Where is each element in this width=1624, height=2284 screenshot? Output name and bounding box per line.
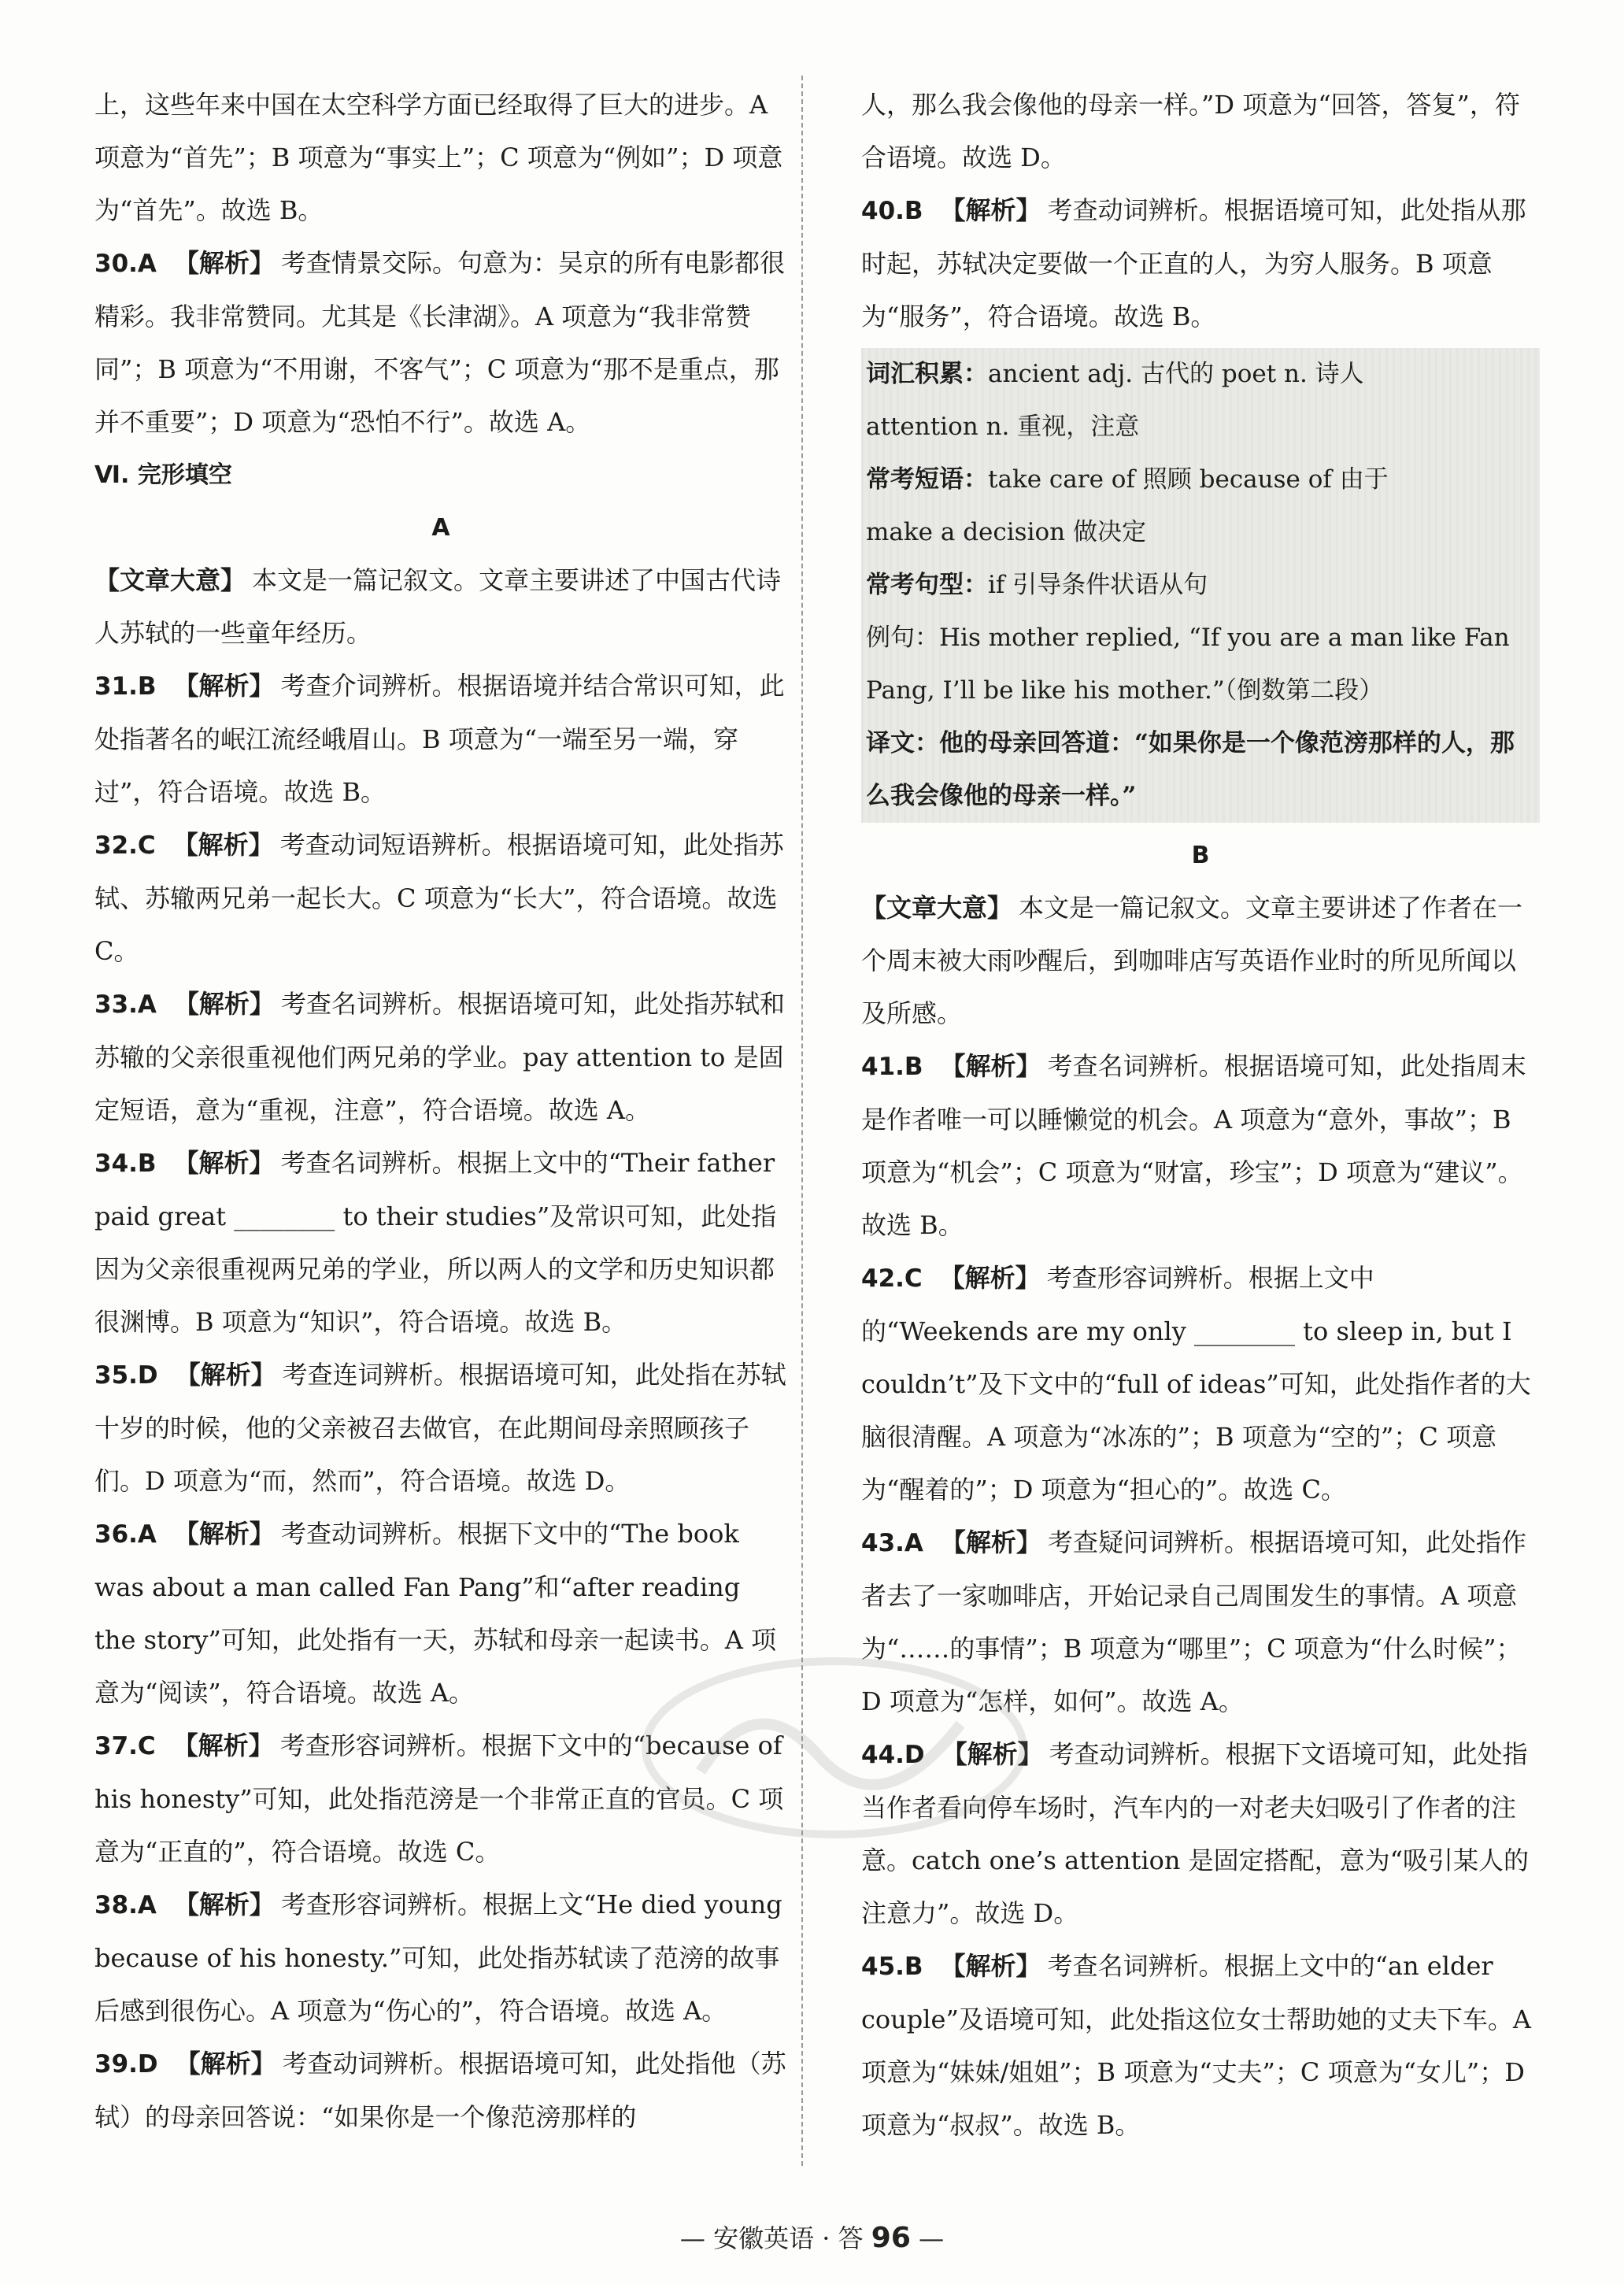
answer-33: 33.A 【解析】 考查名词辨析。根据语境可知，此处指苏轼和苏辙的父亲很重视他们两兄弟的学业。pay attention to 是固定短语，意为“重视，注意”，符合语境。故选 A。	[94, 989, 785, 1125]
answer-36: 36.A 【解析】 考查动词辨析。根据下文中的“The book was about a man called Fan Pang”和“after reading the story”可知，此处指有一天，苏轼和母亲一起读书。A 项意为“阅读”，符合语境。故选 A。	[94, 1519, 777, 1708]
answer-32: 32.C 【解析】 考查动词短语辨析。根据语境可知，此处指苏轼、苏辙两兄弟一起长大。C 项意为“长大”，符合语境。故选 C。	[94, 830, 784, 966]
answer-40: 40.B 【解析】 考查动词辨析。根据语境可知，此处指从那时起，苏轼决定要做一个正直的人，为穷人服务。B 项意为“服务”，符合语境。故选 B。	[861, 195, 1526, 331]
answer-38: 38.A 【解析】 考查形容词辨析。根据上文“He died young because of his honesty.”可知，此处指苏轼读了范滂的故事后感到很伤心。A 项意为“伤心的”，符合语境。故选 A。	[94, 1890, 782, 2026]
answer-42: 42.C 【解析】 考查形容词辨析。根据上文中的“Weekends are my only ________ to sleep in, but I couldn’t”及下文中的“full of ideas”可知，此处指作者的大脑很清醒。A 项意为“冰冻的”；B 项意为“空的”；C 项意为“醒着的”；D 项意为“担心的”。故选 C。	[861, 1263, 1531, 1505]
answer-39-continued: 人，那么我会像他的母亲一样。”D 项意为“回答，答复”，符合语境。故选 D。	[861, 90, 1520, 172]
intro-paragraph: 上，这些年来中国在太空科学方面已经取得了巨大的进步。A 项意为“首先”；B 项意为“事实上”；C 项意为“例如”；D 项意为“首先”。故选 B。	[94, 90, 783, 225]
phrase-line: 常考短语：take care of 照顾 because of 由于	[866, 465, 1389, 494]
example-sentence: 例句：His mother replied, “If you are a man like Fan Pang, I’ll be like his mother.”（倒数第二段）	[866, 624, 1510, 705]
sentence-pattern-line: 常考句型：if 引导条件状语从句	[866, 571, 1208, 599]
right-column	[861, 79, 1540, 2152]
summary-b: 【文章大意】 本文是一篇记叙文。文章主要讲述了作者在一个周末被大雨吵醒后，到咖啡店写英语作业时的所见所闻以及所感。	[861, 893, 1523, 1028]
left-column	[94, 79, 787, 2144]
answer-41: 41.B 【解析】 考查名词辨析。根据语境可知，此处指周末是作者唯一可以睡懒觉的机会。A 项意为“意外，事故”；B 项意为“机会”；C 项意为“财富，珍宝”；D 项意为“建议”。故选 B。	[861, 1051, 1526, 1240]
answer-31: 31.B 【解析】 考查介词辨析。根据语境并结合常识可知，此处指著名的岷江流经峨眉山。B 项意为“一端至另一端，穿过”，符合语境。故选 B。	[94, 671, 785, 807]
vocab-line: attention n. 重视，注意	[866, 413, 1140, 441]
part-b-heading: B	[1191, 842, 1210, 869]
summary-a: 【文章大意】 本文是一篇记叙文。文章主要讲述了中国古代诗人苏轼的一些童年经历。	[94, 565, 782, 648]
translation-line: 译文：他的母亲回答道：“如果你是一个像范滂那样的人，那么我会像他的母亲一样。”	[866, 729, 1515, 810]
answer-39: 39.D 【解析】 考查动词辨析。根据语境可知，此处指他（苏轼）的母亲回答说：“如果你是一个像范滂那样的	[94, 2049, 786, 2132]
answer-34: 34.B 【解析】 考查名词辨析。根据上文中的“Their father paid great ________ to their studies”及常识可知，此处指因为父亲很重视两兄弟的学业，所以两人的文学和历史知识都很渊博。B 项意为“知识”，符合语境。故选 B。	[94, 1148, 777, 1337]
vocabulary-box	[861, 348, 1540, 823]
answer-35: 35.D 【解析】 考查连词辨析。根据语境可知，此处指在苏轼十岁的时候，他的父亲被召去做官，在此期间母亲照顾孩子们。D 项意为“而，然而”，符合语境。故选 D。	[94, 1360, 786, 1496]
page-footer: — 安徽英语 · 答 96 —	[679, 2222, 945, 2254]
answer-43: 43.A 【解析】 考查疑问词辨析。根据语境可知，此处指作者去了一家咖啡店，开始记录自己周围发生的事情。A 项意为“……的事情”；B 项意为“哪里”；C 项意为“什么时候”；D 项意为“怎样，如何”。故选 A。	[861, 1527, 1526, 1716]
answer-45: 45.B 【解析】 考查名词辨析。根据上文中的“an elder couple”及语境可知，此处指这位女士帮助她的丈夫下车。A 项意为“妹妹/姐姐”；B 项意为“丈夫”；C 项意为“女儿”；D 项意为“叔叔”。故选 B。	[861, 1951, 1531, 2140]
answer-37: 37.C 【解析】 考查形容词辨析。根据下文中的“because of his honesty”可知，此处指范滂是一个非常正直的官员。C 项意为“正直的”，符合语境。故选 C。	[94, 1731, 784, 1867]
phrase-line: make a decision 做决定	[866, 518, 1146, 546]
column-divider	[801, 76, 803, 2166]
page-number: 96	[871, 2222, 911, 2254]
section-heading: Ⅵ. 完形填空	[94, 461, 232, 489]
answer-44: 44.D 【解析】 考查动词辨析。根据下文语境可知，此处指当作者看向停车场时，汽车内的一对老夫妇吸引了作者的注意。catch one’s attention 是固定搭配，意为“吸引某人的注意力”。故选 D。	[861, 1739, 1529, 1928]
answer-30: 30.A 【解析】 考查情景交际。句意为：吴京的所有电影都很精彩。我非常赞同。尤其是《长津湖》。A 项意为“我非常赞同”；B 项意为“不用谢，不客气”；C 项意为“那不是重点，那并不重要”；D 项意为“恐怕不行”。故选 A。	[94, 248, 785, 437]
vocab-line: 词汇积累：ancient adj. 古代的 poet n. 诗人	[866, 360, 1364, 388]
part-a-heading: A	[431, 514, 450, 542]
